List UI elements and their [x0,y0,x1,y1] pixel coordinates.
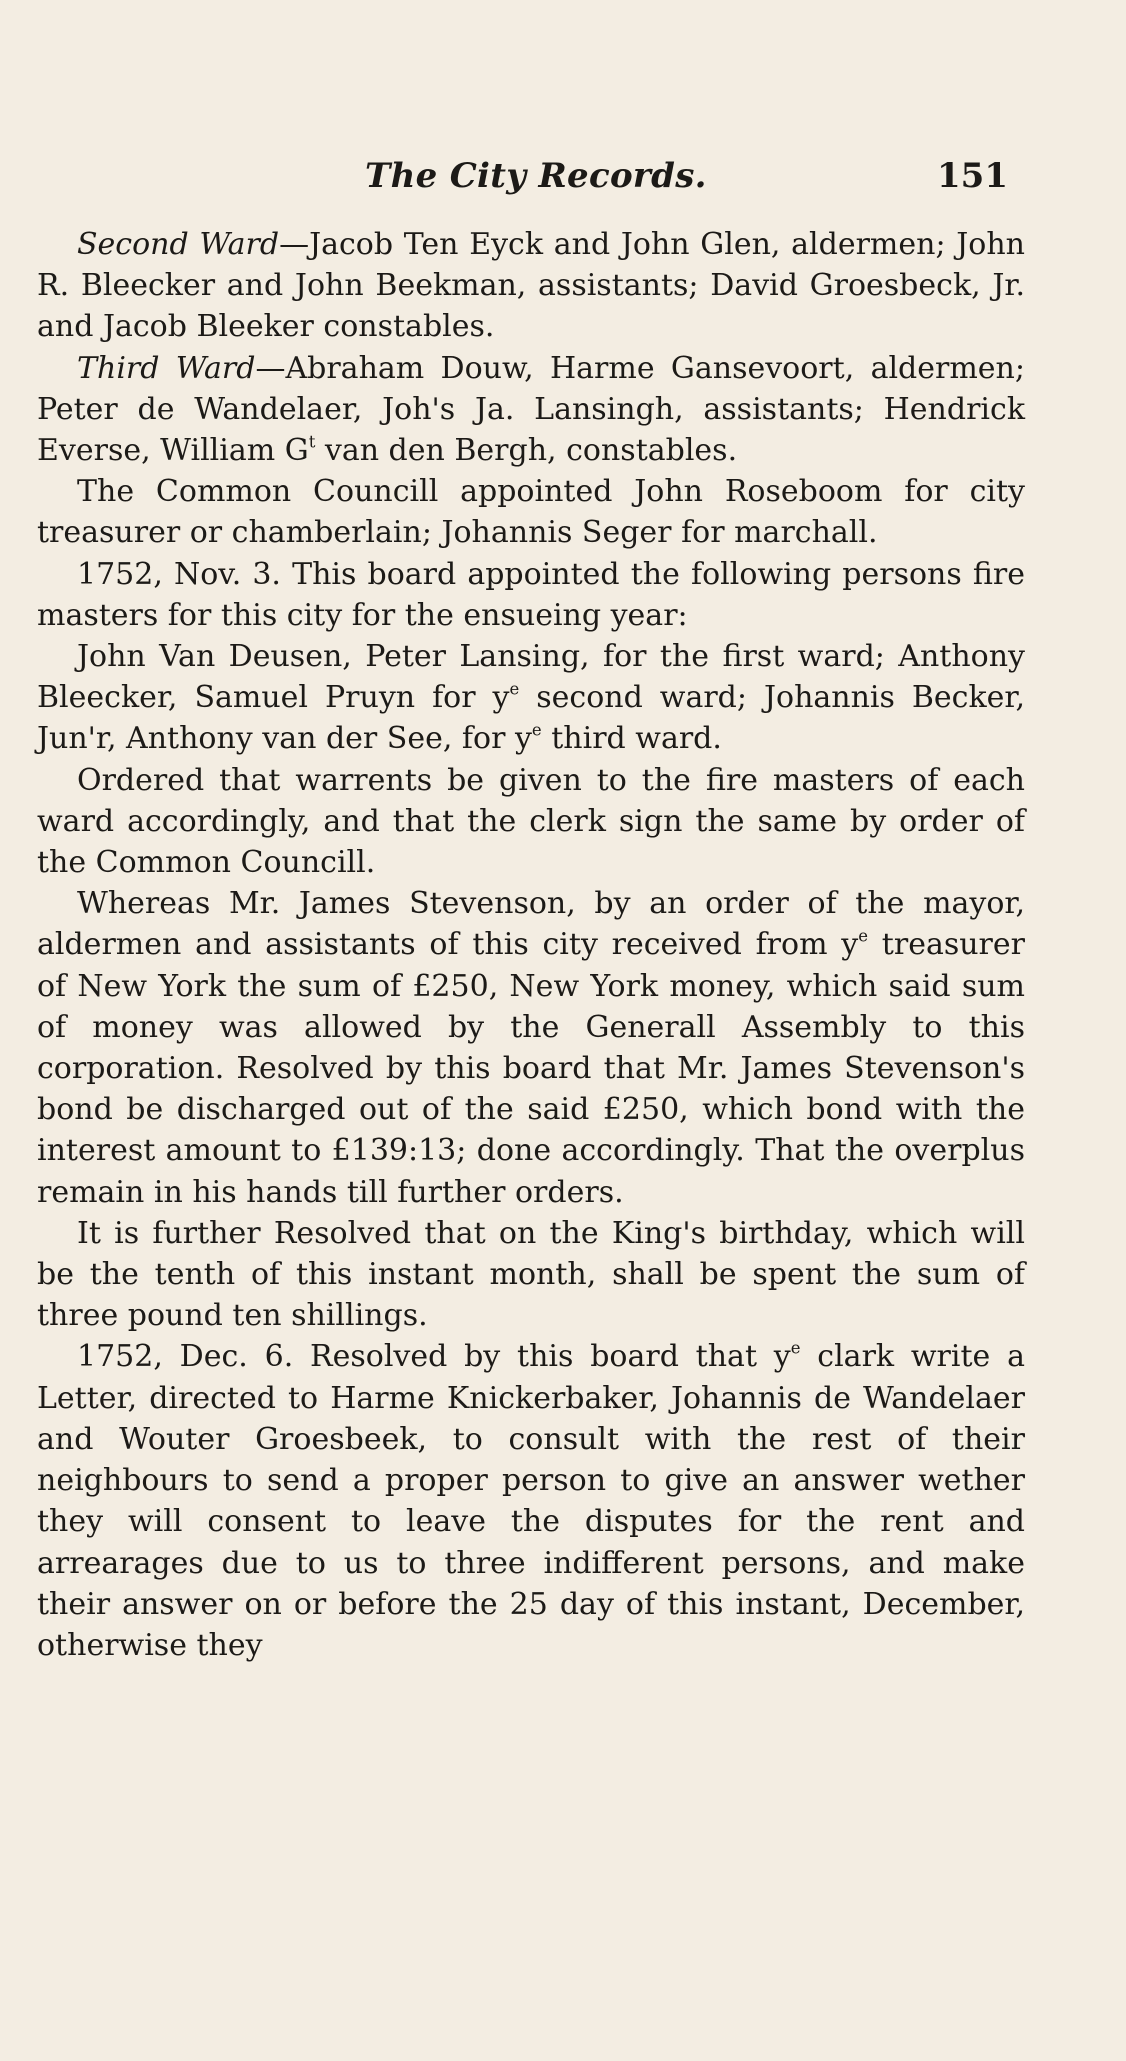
paragraph-text: It is further Resolved that on the King's birthday, which will be the tenth of this instant month, shall be spent the sum of three pound ten shillings. [37,1215,1025,1334]
ward-label: Third Ward [77,350,256,386]
paragraph-fire-masters-intro [37,554,1025,636]
paragraph-clark-letter [37,1336,1025,1666]
paragraph-text: —Abraham Douw, Harme Gansevoort, aldermen; Peter de Wandelaer, Joh's Ja. Lansingh, assistants; Hendrick Everse, William G [37,350,1025,469]
paragraph-fire-masters-list [37,636,1025,760]
paragraph-text: —Jacob Ten Eyck and John Glen, aldermen; John R. Bleecker and John Beekman, assistants; David Groesbeck, Jr. and Jacob Bleeker constables. [37,227,1025,345]
body-text [37,224,1025,1666]
paragraph-text: third ward. [541,721,722,757]
superscript: e [531,721,542,741]
superscript: e [509,679,520,699]
superscript: e [790,1339,801,1359]
paragraph-kings-birthday [37,1213,1025,1337]
paragraph-stevenson-bond [37,883,1025,1213]
superscript: t [308,432,316,452]
superscript: e [858,927,869,947]
paragraph-second-ward [37,224,1025,348]
ward-label: Second Ward [77,227,280,262]
paragraph-text: The Common Councill appointed John Roseboom for city treasurer or chamberlain; Johannis Seger for marchall. [37,474,1025,551]
paragraph-text: van den Bergh, constables. [315,433,738,469]
paragraph-text: treasurer of New York the sum of £250, New York money, which said sum of money was allowed by the Generall Assembly to this corporation. Resolved by this board that Mr. James Stevenson's bond be discharged out of the said £250, which bond with the interest amount to £139:13; done accordingly. That the overplus remain in his hands till further orders. [37,927,1025,1210]
paragraph-text: 1752, Dec. 6. Resolved by this board that y [77,1339,791,1375]
paragraph-text: John Van Deusen, Peter Lansing, for the first ward; Anthony Bleecker, Samuel Pruyn for y [37,639,1025,716]
paragraph-third-ward [37,348,1025,472]
paragraph-text: second ward; Johannis Becker, Jun'r, Anthony van der See, for y [37,680,1025,757]
paragraph-text: Ordered that warrents be given to the fire masters of each ward accordingly, and that the clerk sign the same by order of the Common Councill. [37,762,1025,881]
paragraph-text: 1752, Nov. 3. This board appointed the following persons fire masters for this city for the ensueing year: [37,556,1025,633]
paragraph-text: Whereas Mr. James Stevenson, by an order of the mayor, aldermen and assistants of this city received from y [37,886,1025,963]
paragraph-warrents-order [37,760,1025,884]
running-title: The City Records. [365,156,707,196]
paragraph-text: clark write a Letter, directed to Harme Knickerbaker, Johannis de Wandelaer and Wouter Groesbeek, to consult with the rest of their neighbours to send a proper person to give an answer wether they will consent to leave the disputes for the rent and arrearages due to us to three indifferent persons, and make their answer on or before the 25 day of this instant, December, otherwise they [37,1339,1025,1663]
page-header [0,156,1126,204]
page-number: 151 [937,156,1008,196]
paragraph-treasurer-appointment [37,471,1025,553]
